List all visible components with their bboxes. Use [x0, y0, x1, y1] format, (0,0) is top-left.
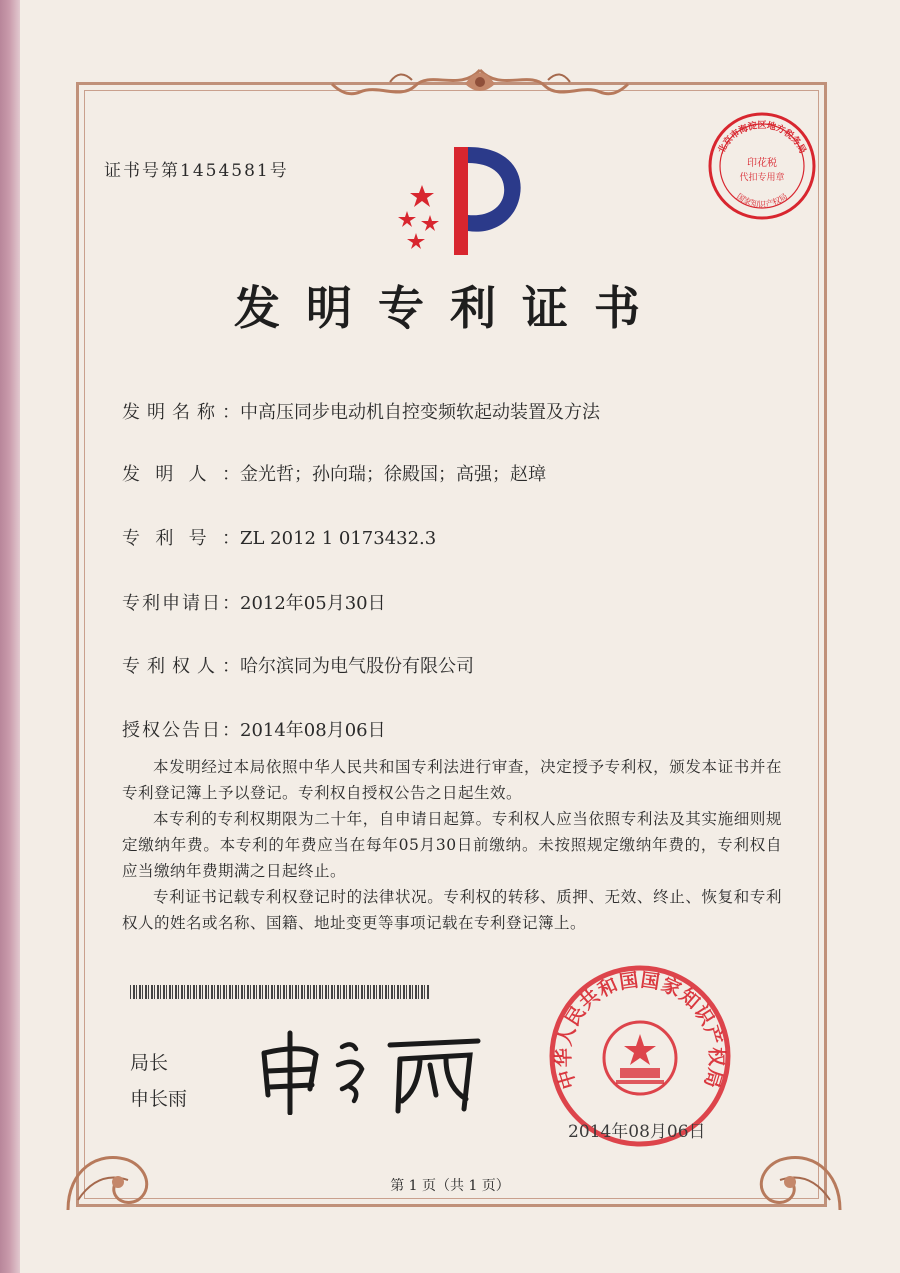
field-inventors: [122, 460, 546, 486]
grant-date-label: 授权公告日：: [122, 720, 240, 741]
field-grant-date: [122, 716, 386, 742]
field-patent-number: [122, 524, 436, 550]
inventors-label: 发明人：: [122, 464, 240, 485]
inventors-value: 金光哲；孙向瑞；徐殿国；高强；赵璋: [240, 464, 546, 485]
director-title: 局长: [130, 1052, 169, 1074]
tax-stamp-mid-text: 印花税: [747, 158, 777, 169]
director-signature: [250, 1025, 490, 1115]
barcode: [130, 985, 430, 999]
top-ornament: [330, 62, 630, 104]
paragraph-2: 本专利的专利权期限为二十年，自申请日起算。专利权人应当依照专利法及其实施细则规定缴纳年费。本专利的年费应当在每年05月30日前缴纳。未按照规定缴纳年费的，专利权自应当缴纳年费期满之日起终止。: [122, 810, 782, 880]
grant-date-value: 2014年08月06日: [240, 720, 386, 741]
tax-stamp-bottom-text: 国家知识产权局: [734, 191, 790, 209]
field-filing-date: [122, 589, 386, 615]
paragraph-1: 本发明经过本局依照中华人民共和国专利法进行审查，决定授予专利权，颁发本证书并在专利登记簿上予以登记。专利权自授权公告之日起生效。: [122, 758, 782, 802]
seal-date: 2014年08月06日: [568, 1122, 706, 1142]
certificate-number: 证书号第1454581号: [104, 161, 289, 181]
field-invention-name: [122, 398, 600, 424]
binding-strip: [0, 0, 20, 1273]
tax-stamp-top-text: 北京市海淀区地方税务局: [716, 121, 808, 156]
filing-date-label: 专利申请日：: [122, 593, 240, 614]
page-number: 第 1 页（共 1 页）: [390, 1178, 510, 1194]
patentee-label: 专利权人：: [122, 656, 240, 677]
paragraph-3: 专利证书记载专利权登记时的法律状况。专利权的转移、质押、无效、终止、恢复和专利权人的姓名或名称、国籍、地址变更等事项记载在专利登记簿上。: [122, 888, 782, 932]
patent-office-logo-icon: [392, 143, 532, 258]
director-name: 申长雨: [130, 1088, 188, 1110]
patent-number-value: ZL 2012 1 0173432.3: [240, 528, 437, 549]
field-patentee: [122, 652, 474, 678]
invention-name-value: 中高压同步电动机自控变频软起动装置及方法: [240, 402, 600, 423]
patentee-value: 哈尔滨同为电气股份有限公司: [240, 656, 474, 677]
official-seal-text: 中华人民共和国国家知识产权局: [552, 969, 728, 1092]
certificate-title: 发明专利证书: [234, 281, 666, 335]
tax-stamp: [706, 110, 818, 222]
svg-text:国家知识产权局: [735, 192, 789, 209]
tax-stamp-mid2-text: 代扣专用章: [739, 173, 785, 183]
invention-name-label: 发明名称：: [122, 402, 240, 423]
filing-date-value: 2012年05月30日: [240, 593, 386, 614]
patent-number-label: 专利号：: [122, 528, 240, 549]
